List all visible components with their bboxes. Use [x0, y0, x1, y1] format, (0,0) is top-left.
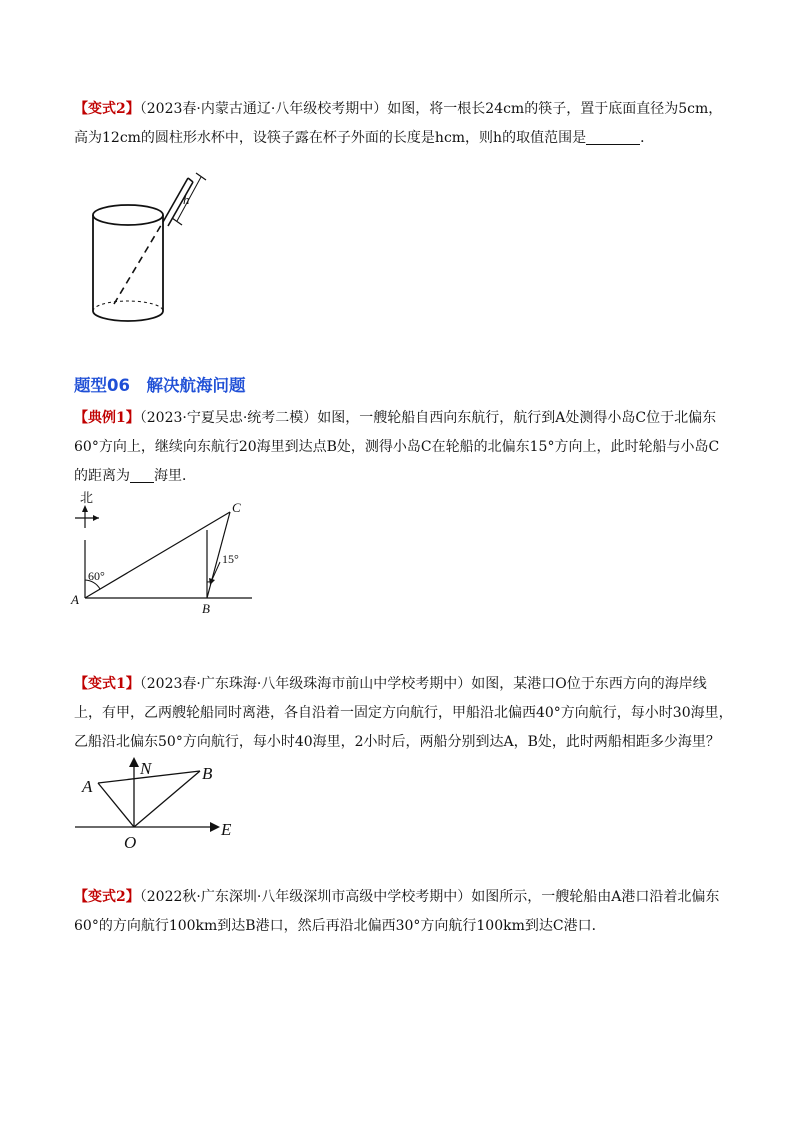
q3-text-b: 上，有甲，乙两艘轮船同时离港，各自沿着一固定方向航行，甲船沿北偏西40°方向航行，每小时30海里， [74, 705, 733, 721]
h-dim-tick-bottom [172, 218, 182, 225]
q1-text-end: ． [640, 130, 655, 146]
q2-line-3 [74, 463, 734, 490]
chopstick-inside [114, 222, 163, 304]
line-ob [134, 771, 200, 827]
cylinder-bottom-front [93, 311, 163, 321]
cylinder-figure [88, 168, 218, 338]
cylinder-bottom-back [93, 301, 163, 311]
q4-source: （2022秋·广东深圳·八年级深圳市高级中学校考期中） [139, 889, 472, 905]
q2-answer-blank [130, 468, 154, 483]
label-north: 北 [80, 490, 94, 505]
q1-line-2 [74, 125, 734, 152]
q3-line-1 [74, 671, 734, 698]
q4-line-2 [74, 913, 734, 940]
section-heading: 题型06 解决航海问题 [74, 376, 246, 395]
east-arrow-head [93, 515, 99, 521]
label-B: B [202, 601, 210, 616]
q2-text-a: 如图，一艘轮船自西向东航行，航行到A处测得小岛C位于北偏东 [317, 410, 717, 426]
q1-tag: 【变式2】 [74, 101, 140, 117]
q3-text-a: 如图，某港口O位于东西方向的海岸线 [471, 676, 707, 692]
q2-line-1 [74, 405, 734, 432]
label-15: 15° [222, 552, 239, 566]
q4-text-a: 如图所示，一艘轮船由A港口沿着北偏东 [471, 889, 720, 905]
h-dim-tick-top [196, 173, 206, 180]
navigation-figure [66, 488, 266, 618]
harbor-figure [70, 755, 250, 855]
q3-text-c: 乙船沿北偏东50°方向航行，每小时40海里，2小时后，两船分别到达A，B处，此时两船相距多少海里？ [74, 734, 720, 750]
q3-source: （2023春·广东珠海·八年级珠海市前山中学校考期中） [139, 676, 472, 692]
q2-text-b: 60°方向上，继续向东航行20海里到达点B处，测得小岛C在轮船的北偏东15°方向上，此时轮船与小岛C [74, 439, 720, 455]
q1-answer-blank [586, 130, 640, 145]
north-arrow [129, 757, 139, 767]
east-arrow [210, 822, 220, 832]
line-ac [85, 512, 230, 598]
q2-text-c1: 的距离为 [74, 468, 130, 484]
label-A: A [82, 777, 93, 796]
q4-text-b: 60°的方向航行100km到达B港口，然后再沿北偏西30°方向航行100km到达C港口． [74, 918, 606, 934]
q3-line-2 [74, 700, 734, 727]
north-arrow-head [82, 505, 88, 512]
q2-source: （2023·宁夏吴忠·统考二模） [139, 410, 318, 426]
chopstick-tip [188, 178, 193, 182]
label-A: A [71, 592, 79, 607]
q2-tag: 【典例1】 [74, 410, 140, 426]
q1-text-b: 高为12cm的圆柱形水杯中，设筷子露在杯子外面的长度是hcm，则h的取值范围是 [74, 130, 587, 146]
label-E: E [221, 820, 232, 839]
label-B: B [202, 764, 213, 783]
q4-tag: 【变式2】 [74, 889, 140, 905]
line-oa [98, 783, 134, 827]
q4-line-1 [74, 884, 734, 911]
cylinder-top-rim [93, 205, 163, 225]
q1-line-1 [74, 96, 734, 123]
label-N: N [140, 759, 152, 778]
label-O: O [124, 833, 137, 852]
arrow-15-head [209, 578, 215, 585]
q2-line-2 [74, 434, 734, 461]
q1-source: （2023春·内蒙古通辽·八年级校考期中） [139, 101, 388, 117]
label-60: 60° [88, 569, 105, 583]
q3-tag: 【变式1】 [74, 676, 140, 692]
label-C: C [232, 500, 241, 515]
q1-text-a: 如图，将一根长24cm的筷子，置于底面直径为5cm， [387, 101, 723, 117]
q2-text-c2: 海里． [154, 468, 196, 484]
label-h: h [183, 192, 190, 207]
q3-line-3 [74, 729, 734, 756]
